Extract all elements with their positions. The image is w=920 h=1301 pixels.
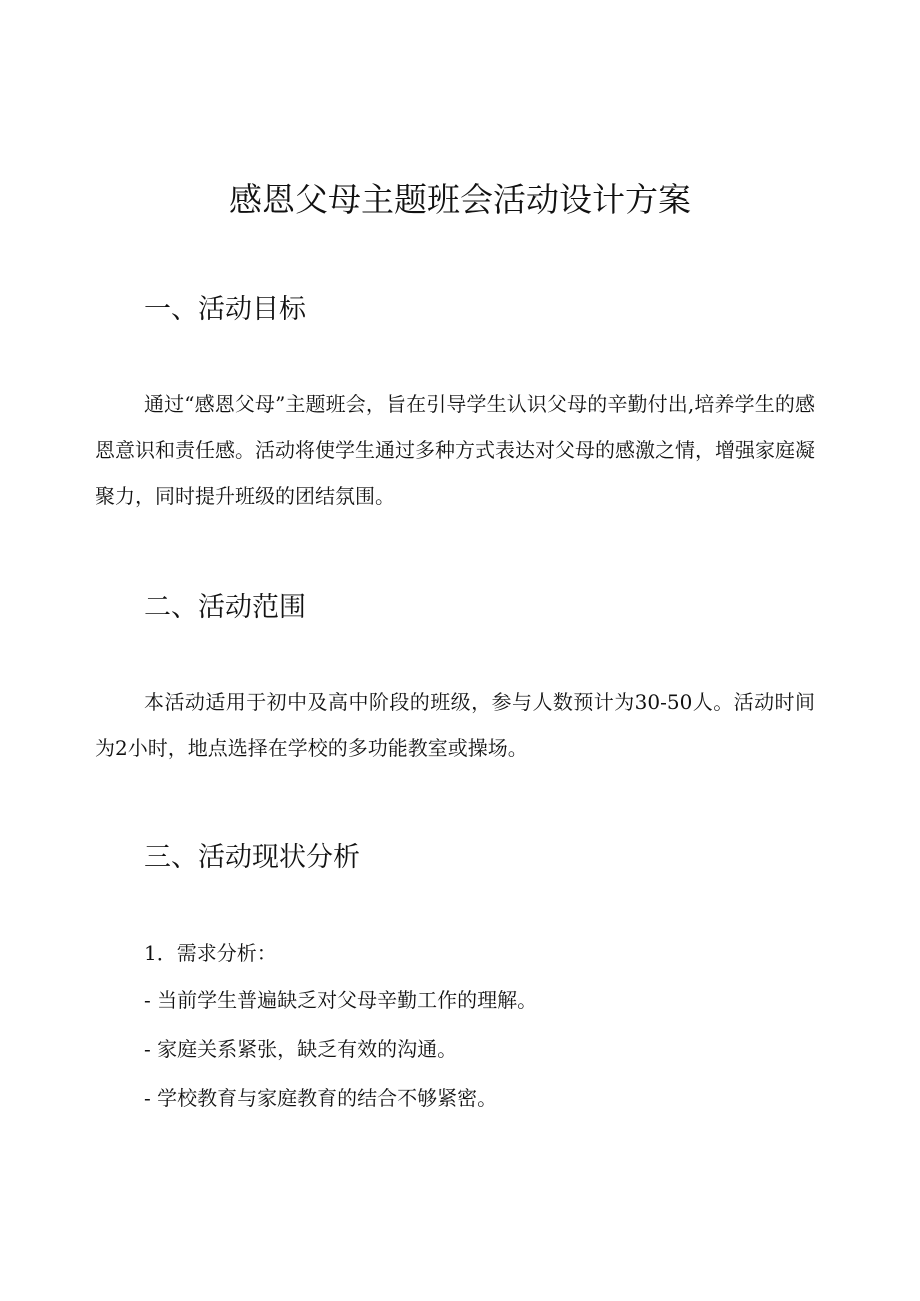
list-item: - 学校教育与家庭教育的结合不够紧密。 xyxy=(144,1086,498,1110)
document-title: 感恩父母主题班会活动设计方案 xyxy=(229,180,691,219)
section-paragraph-scope: 本活动适用于初中及高中阶段的班级，参与人数预计为30-50人。活动时间为2小时，地点选择在学校的多功能教室或操场。 xyxy=(95,690,815,760)
subheading-needs-analysis: 1．需求分析： xyxy=(144,941,277,965)
section-paragraph-goals: 通过“感恩父母”主题班会，旨在引导学生认识父母的辛勤付出,培养学生的感恩意识和责任感。活动将使学生通过多种方式表达对父母的感激之情，增强家庭凝聚力，同时提升班级的团结氛围。 xyxy=(95,392,815,508)
section-heading-scope: 二、活动范围 xyxy=(144,592,306,623)
section-heading-goals: 一、活动目标 xyxy=(144,294,306,325)
list-item: - 当前学生普遍缺乏对父母辛勤工作的理解。 xyxy=(144,988,538,1012)
list-item: - 家庭关系紧张，缺乏有效的沟通。 xyxy=(144,1037,458,1061)
section-heading-analysis: 三、活动现状分析 xyxy=(144,842,360,873)
